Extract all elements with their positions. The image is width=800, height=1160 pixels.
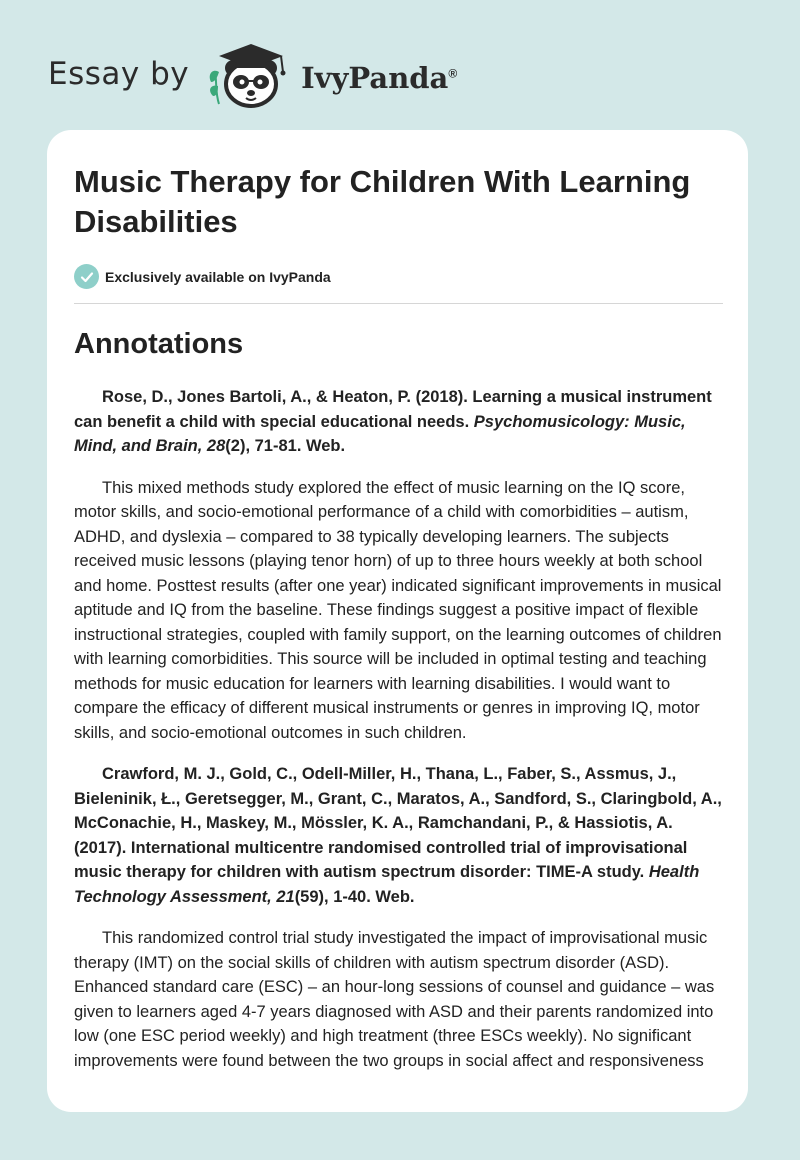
essay-card [47, 130, 748, 1112]
citation-2-journal: Health Technology Assessment, 21 [74, 863, 700, 906]
registered-mark: ® [448, 66, 458, 81]
checkmark-icon [74, 264, 99, 289]
brand-header[interactable] [48, 36, 457, 112]
citation-2 [74, 762, 726, 909]
annotations-body [74, 385, 726, 1090]
citation-1-rest: (2), 71-81. Web. [225, 437, 346, 455]
brand-name [301, 61, 457, 95]
citation-1-authors: Rose, D., Jones Bartoli, A., & Heaton, P. (2018). Learning a musical instrument can benefit a child with special educational needs. [74, 388, 712, 431]
brand-name-text: IvyPanda [301, 61, 449, 95]
exclusive-text: Exclusively available on IvyPanda [105, 268, 331, 285]
section-heading: Annotations [74, 328, 244, 360]
exclusive-badge [74, 264, 331, 289]
citation-2-authors: Crawford, M. J., Gold, C., Odell-Miller, H., Thana, L., Faber, S., Assmus, J., Bieleninik, Ł., Geretsegger, M., Grant, C., Maratos, A., Sandford, S., Claringbold, A., McConachie, H., Maskey, M., Mössler, K. A., Ramchandani, P., & Hassiotis, A. (2017). International multicentre randomised controlled trial of improvisational music therapy for children with autism spectrum disorder: TIME-A study. [74, 765, 722, 881]
annotation-paragraph-2: This randomized control trial study investigated the impact of improvisational music therapy (IMT) on the social skills of children with autism spectrum disorder (ASD). Enhanced standard care (ESC) – an hour-long sessions of counsel and guidance – was given to learners aged 4-7 years diagnosed with ASD and their parents randomized into low (one ESC period weekly) and high treatment (three ESCs weekly). No significant improvements were found between the two groups in social affect and responsiveness [74, 929, 715, 1070]
annotation-paragraph-1: This mixed methods study explored the effect of music learning on the IQ score, motor skills, and socio-emotional performance of a child with comorbidities – autism, ADHD, and dyslexia – compared to 38 typically developing learners. The subjects received music lessons (playing tenor horn) of up to three hours weekly at both school and home. Posttest results (after one year) indicated significant improvements in musical aptitude and IQ from the baseline. These findings suggest a positive impact of flexible instructional strategies, coupled with family support, on the learning outcomes of children with learning comorbidities. This source will be included in optimal testing and teaching methods for music education for learners with learning disabilities. I would want to compare the efficacy of different musical instruments or genres in improving IQ, motor skills, and socio-emotional outcomes in such children. [74, 478, 722, 742]
panda-logo-icon [203, 38, 299, 110]
divider [74, 303, 723, 304]
citation-1 [74, 385, 726, 459]
citation-1-journal: Psychomusicology: Music, Mind, and Brain, 28 [74, 412, 686, 455]
page-title: Music Therapy for Children With Learning Disabilities [74, 164, 691, 239]
citation-2-rest: (59), 1-40. Web. [294, 887, 415, 906]
essay-by-label: Essay by [48, 56, 190, 92]
